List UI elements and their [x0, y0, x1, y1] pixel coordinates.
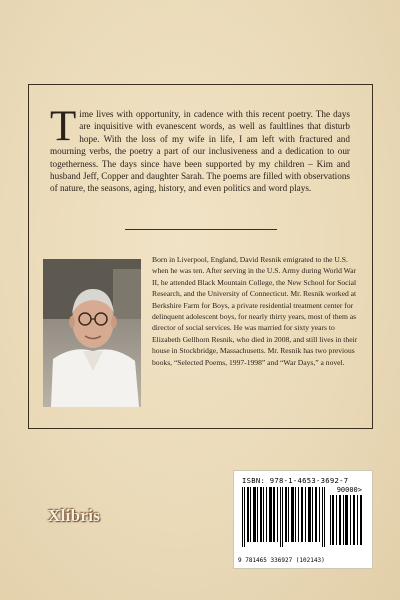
author-bio: Born in Liverpool, England, David Resnik emigrated to the U.S. when he was ten. After serving in the U.S. Army during World War II, he attended Black Mountain College, the New School for Social Research, and the University of Connecticut. Mr. Resnik worked at Berkshire Farm for Boys, a private residential treatment center for delinquent adolescent boys, for nearly thirty years, most of them as director of social services. He was married for sixty years to Elizabeth Gellhorn Resnik, who died in 2008, and still lives in their house in Stockbridge, Massachusetts. Mr. Resnik has two previous books, “Selected Poems, 1997-1998” and “War Days,” a novel.: [152, 255, 358, 367]
isbn-barcode: [233, 470, 373, 569]
barcode-bars-icon: [242, 487, 326, 547]
barcode-addon-icon: [330, 495, 364, 545]
section-divider: [125, 229, 277, 230]
blurb-text: ime lives with opportunity, in cadence with this recent poetry. The days are inquisitive with evanescent words, as well as faultlines that disturb hope. With the loss of my wife in life, I am left with fractured and mourning verbs, the poetry a part of our inclusiveness and a dedication to our togetherness. The days since have been supported by my children – Kim and husband Jeff, Copper and daughter Sarah. The poems are filled with observations of nature, the seasons, aging, history, and even politics and word plays.: [50, 109, 350, 194]
barcode-digits: 9 781465 336927 (102143): [238, 557, 325, 564]
author-photo: [43, 259, 141, 407]
price-code: 90000>: [336, 486, 362, 494]
isbn-label: ISBN: 978-1-4653-3692-7: [242, 476, 349, 485]
publisher-logo: Xlibris: [48, 506, 101, 525]
author-portrait-image: [43, 259, 141, 407]
author-blurb: [50, 103, 350, 195]
dropcap-letter: T: [50, 103, 77, 150]
back-cover-panel: [28, 84, 373, 429]
